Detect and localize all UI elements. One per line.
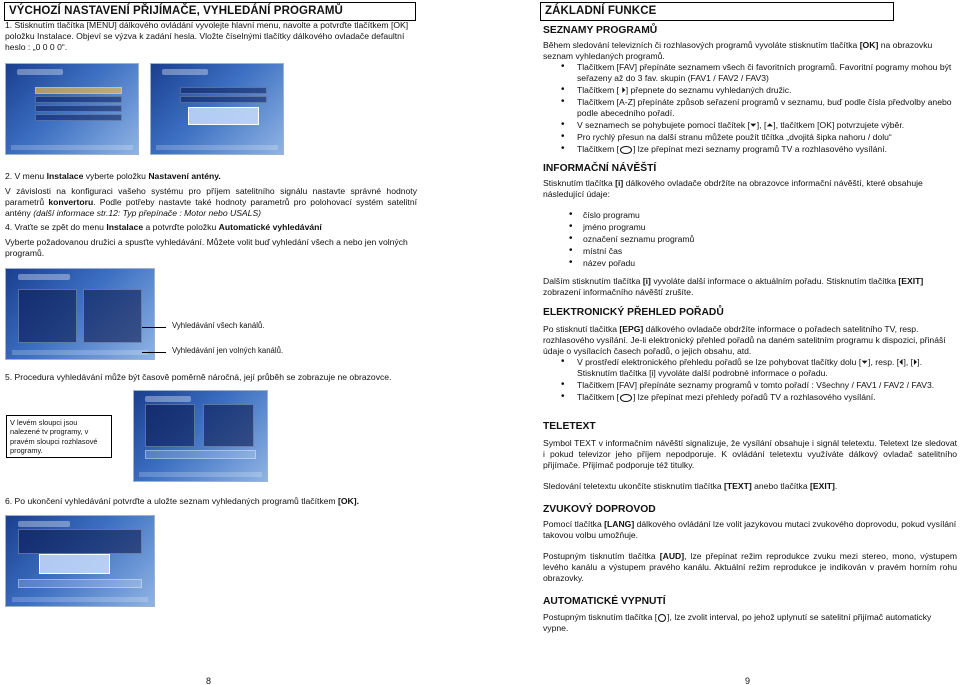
left-page-heading: VÝCHOZÍ NASTAVENÍ PŘIJÍMAČE, VYHLEDÁNÍ PROGRAMŮ [4, 2, 416, 21]
auto-search-screenshot [5, 268, 155, 360]
programy-intro: Během sledování televizních či rozhlasových programů vyvoláte stisknutím tlačítka [OK] na obrazovku seznam vyhledaných programů. [543, 40, 933, 61]
programy-bullet: • Tlačítkem [A-Z] přepínáte způsob seřazení programů v seznamu, buď podle čísla předvolby anebo podle abecedního pořadí. [543, 97, 957, 119]
step2-text: 2. V menu Instalace vyberte položku Nastavení antény. [5, 171, 221, 181]
info-item: • číslo programu [543, 210, 843, 221]
info-item: • jméno programu [543, 222, 843, 233]
satellite-paragraph: Vyberte požadovanou družici a spusťte vyhledávání. Můžete volit buď vyhledání všech a nebo jen volných programů. [5, 237, 408, 258]
callout-line-free [142, 352, 166, 353]
info-item: • místní čas [543, 246, 843, 257]
info-item: • název pořadu [543, 258, 843, 269]
section-vypnuti-title: AUTOMATICKÉ VYPNUTÍ [543, 596, 666, 607]
teletext-paragraph-2: Sledování teletextu ukončíte stisknutím tlačítka [TEXT] anebo tlačítka [EXIT]. [543, 481, 838, 491]
right-page-heading: ZÁKLADNÍ FUNKCE [540, 2, 894, 21]
converter-paragraph: V závislosti na konfiguraci vašeho systému pro příjem satelitního signálu nastavte správné hodnoty parametrů konvertoru. Podle potřeby nastavte také hodnoty parametrů pro polohovací systém satelitní antény (další informace str.12: Typ přepínače : Motor nebo USALS) [5, 186, 417, 218]
epg-bullet: • V prostředí elektronického přehledu pořadů se lze pohybovat tlačítky dolu [⏷], resp. [⏴], [⏵]. Stisknutím tlačítka [i] vyvoláte další podrobné informace o pořadu. [543, 357, 957, 379]
info-after: Dalším stisknutím tlačítka [i] vyvoláte další informace o aktuálním pořadu. Stisknutím tlačítka [EXIT] zobrazení informačního návěští zrušíte. [543, 276, 924, 297]
epg-bullet: • Tlačítkem [FAV] přepínáte seznamy programů v tomto pořadí : Všechny / FAV1 / FAV2 / FAV3. [543, 380, 957, 391]
info-item: • označení seznamu programů [543, 234, 843, 245]
programy-bullet-tv-radio: • Tlačítkem [ ] lze přepínat mezi seznamy programů TV a rozhlasového vysílání. [543, 144, 957, 155]
info-items-list [543, 210, 843, 270]
step4-text: 4. Vraťte se zpět do menu Instalace a potvrďte položku Automatické vyhledávání [5, 222, 322, 232]
sleep-timer-icon [658, 614, 666, 622]
columns-note: V levém sloupci jsou nalezené tv programy, v pravém sloupci rozhlasové programy. [6, 415, 112, 458]
step6-text: 6. Po ukončení vyhledávání potvrďte a uložte seznam vyhledaných programů tlačítkem [OK]. [5, 496, 359, 506]
callout-free-channels: Vyhledávání jen volných kanálů. [172, 346, 284, 355]
zvuk-paragraph-2: Postupným tisknutím tlačítka [AUD], lze přepínat režim reprodukce zvuku mezi stereo, mono, výstupem levého kanálu a výstupem pravého kanálu. Aktuální režim reprodukce je indikován v pravém horním rohu obrazovky. [543, 551, 958, 583]
programy-bullet: • Tlačítkem [ ⏵] přepnete do seznamu vyhledaných družic. [543, 85, 957, 96]
scan-progress-screenshot [133, 390, 268, 482]
save-dialog-screenshot [5, 515, 155, 607]
callout-line-all [142, 327, 166, 328]
programy-bullet: • Pro rychlý přesun na další stranu můžete použít tlčítka „dvojitá šipka nahoru / dolu“ [543, 132, 957, 143]
teletext-paragraph-1: Symbol TEXT v informačním návěští signalizuje, že vysílání obsahuje i signál teletextu. Teletext lze sledovat i pokud televizor jeho příjem nepodporuje. K ovládání teletextu využíváte dálkový ovladač satelitního přijímače. Přijímač podporuje též titulky. [543, 438, 957, 470]
zvuk-paragraph-1: Pomocí tlačítka [LANG] dálkového ovládání lze volit jazykovou mutaci zvukového doprovodu, pokud vysílání takovou volbu umožňuje. [543, 519, 957, 540]
section-epg-title: ELEKTRONICKÝ PŘEHLED POŘADŮ [543, 307, 724, 318]
tv-radio-button-icon [620, 146, 632, 154]
vypnuti-paragraph: Postupným tisknutím tlačítka [ ], lze zvolit interval, po jehož uplynutí se satelitní přijímač automaticky vypne. [543, 612, 932, 633]
tv-radio-button-icon [620, 394, 632, 402]
epg-intro: Po stisknutí tlačítka [EPG] dálkového ovladače obdržíte informace o pořadech satelitního TV, resp. rozhlasového vysílání. Je-li elektronický přehled pořadů na daném satelitním programu k dispozici, přináší údaje o vysílacích časech pořadů, o jejich obsahu, atd. [543, 324, 946, 356]
menu-screenshot-password [150, 63, 284, 155]
callout-all-channels: Vyhledávání všech kanálů. [172, 321, 265, 330]
menu-screenshot-install [5, 63, 139, 155]
section-info-title: INFORMAČNÍ NÁVĚŠTÍ [543, 163, 657, 174]
programy-bullet-list [543, 62, 957, 156]
section-programy-title: SEZNAMY PROGRAMŮ [543, 25, 658, 36]
step1-text: 1. Stisknutím tlačítka [MENU] dálkového ovládání vyvolejte hlavní menu, navolte a potvrďte tlačítkem [OK] položku Instalace. Objeví se výzva k zadání hesla. Vložte číselnými tlačítky dálkového ovladače defaultní heslo : „0 0 0 0“. [5, 20, 409, 52]
page-number-left: 8 [206, 676, 212, 685]
section-zvuk-title: ZVUKOVÝ DOPROVOD [543, 504, 656, 515]
section-teletext-title: TELETEXT [543, 421, 596, 432]
info-intro: Stisknutím tlačítka [i] dálkového ovladače obdržíte na obrazovce informační návěští, které obsahuje následující údaje: [543, 178, 923, 199]
programy-bullet: • Tlačítkem [FAV] přepínáte seznamem všech či favoritních programů. Favoritní pogramy mohou být seřazeny až do 3 fav. skupin (FAV1 / FAV2 / FAV3) [543, 62, 957, 84]
step5-text: 5. Procedura vyhledávání může být časově poměrně náročná, její průběh se zobrazuje ne obrazovce. [5, 372, 392, 382]
right-page [480, 0, 960, 685]
programy-bullet: • V seznamech se pohybujete pomocí tlačítek [⏷], [⏶], tlačítkem [OK] potvrzujete výběr. [543, 120, 957, 131]
epg-bullet-list [543, 357, 957, 404]
page-number-right: 9 [745, 676, 751, 685]
epg-bullet-tv-radio: • Tlačítkem [ ] lze přepínat mezi přehledy pořadů TV a rozhlasového vysílání. [543, 392, 957, 403]
